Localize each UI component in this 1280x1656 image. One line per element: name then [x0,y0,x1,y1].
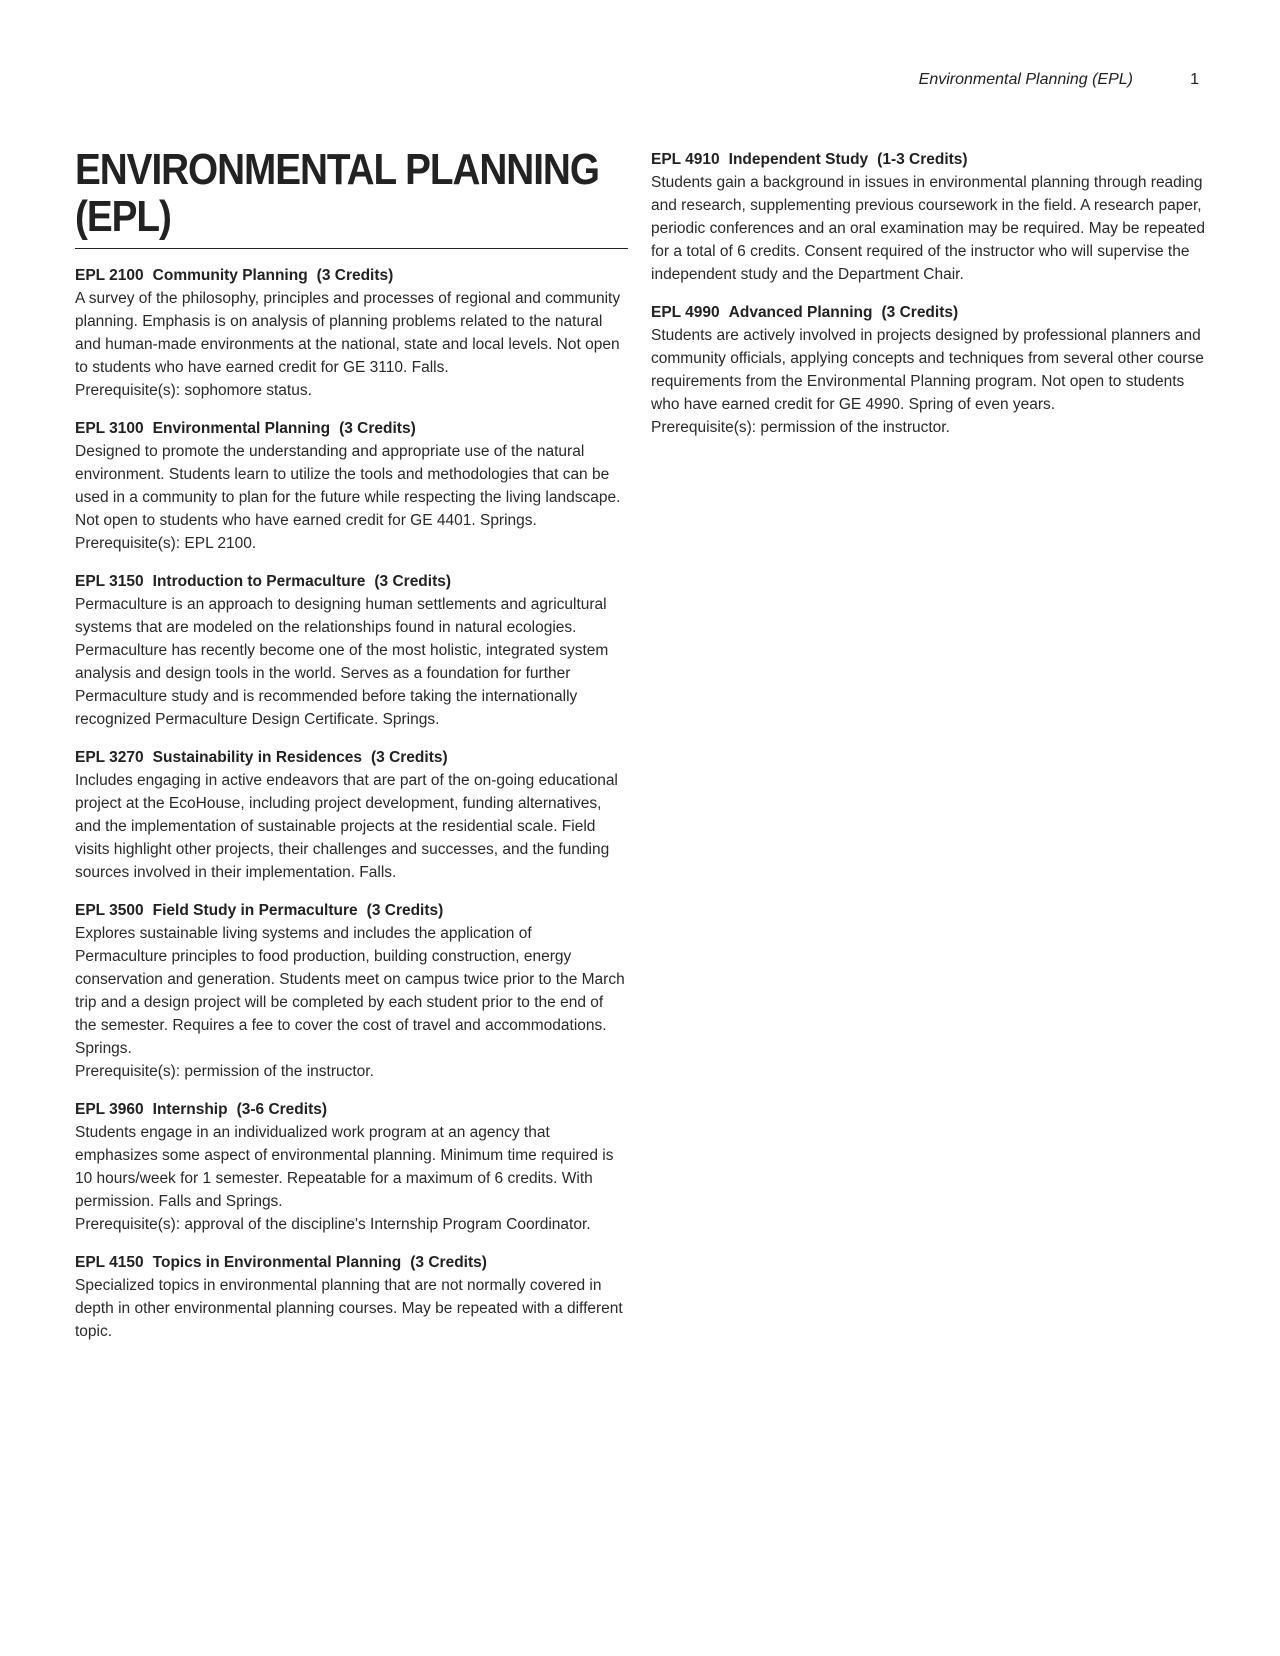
course-heading [651,148,1207,171]
course-title: Sustainability in Residences [152,749,362,766]
course-description: Specialized topics in environmental planning that are not normally covered in depth in other environmental planning courses. May be repeated with a different topic. [75,1277,623,1340]
page-number: 1 [1190,71,1199,88]
course-heading [651,301,1207,324]
course-credits: (3-6 Credits) [236,1101,328,1118]
course-heading [75,746,628,769]
course-heading [75,417,628,440]
course-title: Community Planning [152,267,308,284]
course-description: A survey of the philosophy, principles and processes of regional and community planning. Emphasis is on analysis of planning problems related to the natural and human-made environments at the national, state and local levels. Not open to students who have earned credit for GE 3110. Falls. [75,290,621,376]
course-entry [75,899,628,1083]
course-prerequisite: Prerequisite(s): EPL 2100. [75,535,257,552]
course-entry [651,301,1207,439]
course-code: EPL 3270 [75,749,144,766]
course-code: EPL 4150 [75,1254,144,1271]
course-entry [75,746,628,884]
course-prerequisite: Prerequisite(s): approval of the discipline's Internship Program Coordinator. [75,1216,591,1233]
course-title: Field Study in Permaculture [152,902,358,919]
course-title: Advanced Planning [728,304,873,321]
course-title: Environmental Planning [152,420,331,437]
course-entry [75,1098,628,1236]
course-heading [75,570,628,593]
course-code: EPL 3100 [75,420,144,437]
course-entry [75,264,628,402]
course-heading [75,264,628,287]
course-credits: (3 Credits) [370,749,448,766]
course-credits: (1-3 Credits) [877,151,968,168]
course-credits: (3 Credits) [316,267,394,284]
left-column [75,146,628,1343]
course-code: EPL 3150 [75,573,144,590]
course-credits: (3 Credits) [374,573,452,590]
course-description: Students are actively involved in projects designed by professional planners and community officials, applying concepts and techniques from several other course requirements from the Environmental Planning program. Not open to students who have earned credit for GE 4990. Spring of even years. [651,327,1204,413]
course-description: Students engage in an individualized work program at an agency that emphasizes some aspect of environmental planning. Minimum time required is 10 hours/week for 1 semester. Repeatable for a maximum of 6 credits. With permission. Falls and Springs. [75,1124,614,1210]
course-title: Topics in Environmental Planning [152,1254,402,1271]
course-credits: (3 Credits) [339,420,416,437]
course-code: EPL 3960 [75,1101,144,1118]
course-credits: (3 Credits) [366,902,444,919]
course-description: Students gain a background in issues in environmental planning through reading and research, supplementing previous coursework in the field. A research paper, periodic conferences and an oral examination may be required. May be repeated for a total of 6 credits. Consent required of the instructor who will supervise the independent study and the Department Chair. [651,174,1206,283]
course-code: EPL 2100 [75,267,144,284]
course-title: Internship [152,1101,228,1118]
course-code: EPL 4910 [651,151,720,168]
course-code: EPL 4990 [651,304,720,321]
course-title: Introduction to Permaculture [152,573,366,590]
running-title: Environmental Planning (EPL) [918,71,1133,88]
course-heading [75,899,628,922]
course-credits: (3 Credits) [881,304,959,321]
course-entry [651,148,1207,286]
right-column [651,148,1207,439]
course-heading [75,1251,628,1274]
course-description: Designed to promote the understanding and appropriate use of the natural environment. Students learn to utilize the tools and methodologies that can be used in a community to plan for the future while respecting the living landscape. Not open to students who have earned credit for GE 4401. Springs. [75,443,621,529]
course-description: Explores sustainable living systems and includes the application of Permaculture principles to food production, building construction, energy conservation and generation. Students meet on campus twice prior to the March trip and a design project will be completed by each student prior to the end of the semester. Requires a fee to cover the cost of travel and accommodations. Springs. [75,925,625,1057]
page-title: ENVIRONMENTAL PLANNING (EPL) [75,145,599,241]
title-block [75,146,628,249]
page-header [0,71,1280,95]
course-description: Permaculture is an approach to designing human settlements and agricultural systems that are modeled on the relationships found in natural ecologies. Permaculture has recently become one of the most holistic, integrated system analysis and design tools in the world. Serves as a foundation for further Permaculture study and is recommended before taking the internationally recognized Permaculture Design Certificate. Springs. [75,596,609,728]
course-entry [75,417,628,555]
course-entry [75,570,628,731]
course-prerequisite: Prerequisite(s): permission of the instructor. [75,1063,374,1080]
course-credits: (3 Credits) [410,1254,487,1271]
course-entry [75,1251,628,1343]
course-description: Includes engaging in active endeavors that are part of the on-going educational project at the EcoHouse, including project development, funding alternatives, and the implementation of sustainable projects at the residential scale. Field visits highlight other projects, their challenges and successes, and the funding sources involved in their implementation. Falls. [75,772,618,881]
course-heading [75,1098,628,1121]
course-code: EPL 3500 [75,902,144,919]
course-prerequisite: Prerequisite(s): permission of the instructor. [651,419,950,436]
course-prerequisite: Prerequisite(s): sophomore status. [75,382,312,399]
course-title: Independent Study [728,151,869,168]
